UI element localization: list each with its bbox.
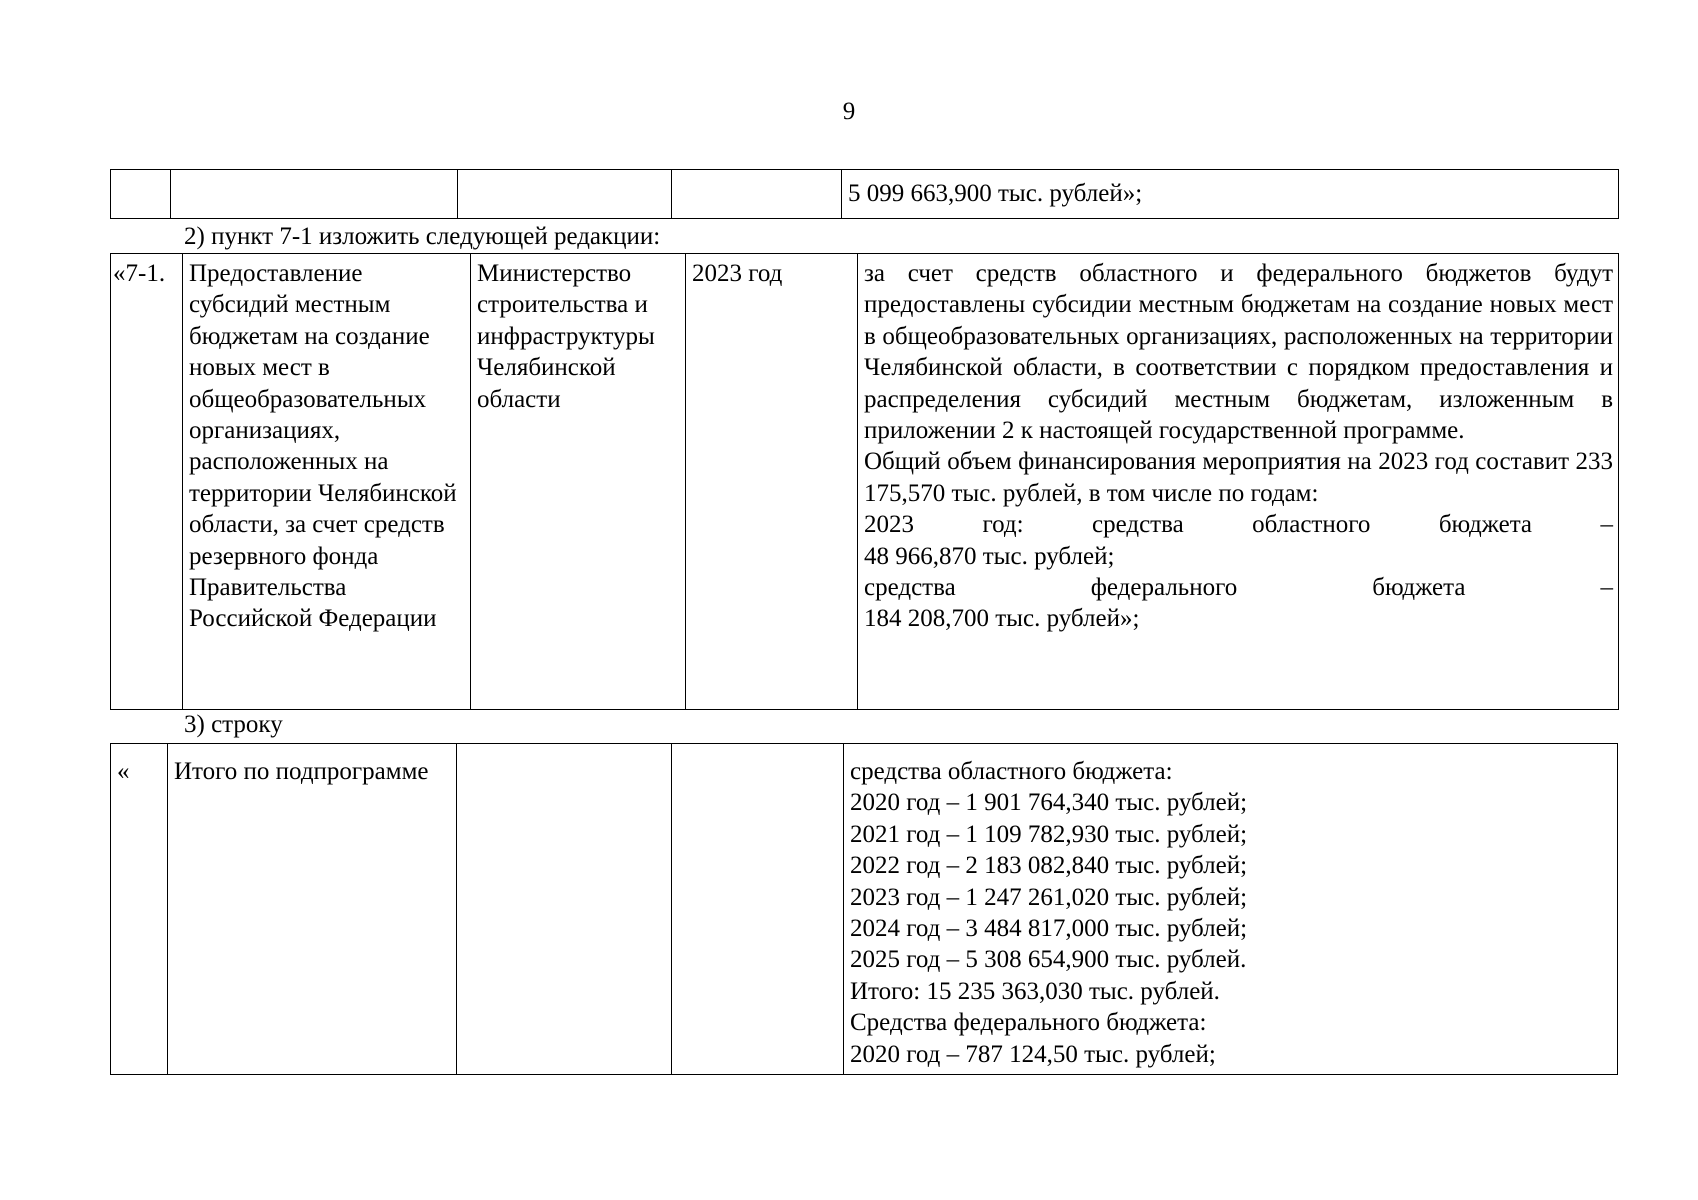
total-name: Итого по подпрограмме — [174, 758, 429, 785]
item-name-cell — [183, 254, 471, 710]
amendment-item-3: 3) строку — [184, 711, 283, 738]
item-executor-cell — [471, 254, 686, 710]
result-paragraph-2: Общий объем финансирования мероприятия на 2023 год составит 233 175,570 тыс. рублей, в том числе по годам: — [864, 448, 1613, 507]
item-number: «7-1. — [113, 260, 166, 287]
total-line: 2024 год – 3 484 817,000 тыс. рублей; — [850, 915, 1248, 943]
item-executor: Министерство строительства и инфраструктуры Челябинской области — [477, 260, 655, 413]
result-line-federal: средства федерального бюджета – — [864, 574, 1613, 602]
total-line: 2020 год – 787 124,50 тыс. рублей; — [850, 1040, 1216, 1068]
table-row — [111, 744, 1618, 1075]
total-line: 2025 год – 5 308 654,900 тыс. рублей. — [850, 946, 1247, 974]
table-top — [110, 169, 1619, 219]
item-number-cell — [111, 254, 183, 710]
table-cell — [672, 170, 842, 219]
table-row — [111, 254, 1619, 710]
table-cell — [457, 744, 672, 1075]
table-cell — [672, 744, 844, 1075]
table-cell — [171, 170, 458, 219]
page-number: 9 — [842, 98, 856, 125]
table-row — [111, 170, 1619, 219]
amendment-item-2: 2) пункт 7-1 изложить следующей редакции: — [184, 223, 661, 250]
total-line: 2020 год – 1 901 764,340 тыс. рублей; — [850, 789, 1248, 817]
table-cell: 5 099 663,900 тыс. рублей»; — [842, 170, 1619, 219]
total-line: Средства федерального бюджета: — [850, 1009, 1207, 1037]
result-line-regional-amount: 48 966,870 тыс. рублей; — [864, 542, 1115, 570]
result-line-regional: 2023 год: средства областного бюджета – — [864, 511, 1613, 539]
total-line: 2021 год – 1 109 782,930 тыс. рублей; — [850, 820, 1248, 848]
table-subprogram-total — [110, 743, 1618, 1075]
opening-quote: « — [117, 758, 130, 785]
item-term-cell — [686, 254, 858, 710]
quote-cell — [111, 744, 168, 1075]
result-line-federal-amount: 184 208,700 тыс. рублей»; — [864, 605, 1140, 633]
item-name: Предоставление субсидий местным бюджетам на создание новых мест в общеобразовательных организациях, расположенных на территории Челябинской области, за счет средств резервного фонда Правительства Российской Федерации — [189, 260, 457, 633]
total-line: Итого: 15 235 363,030 тыс. рублей. — [850, 977, 1220, 1005]
item-result-cell — [858, 254, 1619, 710]
total-name-cell — [168, 744, 457, 1075]
result-paragraph-1: за счет средств областного и федерального бюджетов будут предоставлены субсидии местным бюджетам на создание новых мест в общеобразовательных организациях, расположенных на территории Челябинской области, в соответствии с порядком предоставления и распределения субсидий местным бюджетам, изложенным в приложении 2 к настоящей государственной программе. — [864, 260, 1613, 445]
total-line: средства областного бюджета: — [850, 758, 1173, 785]
table-cell — [111, 170, 171, 219]
total-amounts-cell — [844, 744, 1618, 1075]
table-item-7-1 — [110, 253, 1619, 710]
item-term: 2023 год — [692, 260, 783, 287]
table-cell — [458, 170, 672, 219]
total-line: 2022 год – 2 183 082,840 тыс. рублей; — [850, 852, 1248, 880]
total-line: 2023 год – 1 247 261,020 тыс. рублей; — [850, 883, 1248, 911]
